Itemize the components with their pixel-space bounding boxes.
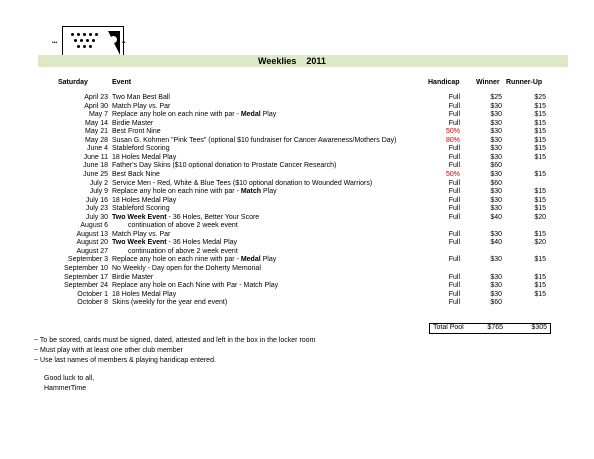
row-date: July 16 xyxy=(85,196,108,204)
signoff-line: Good luck to all, xyxy=(44,375,95,382)
row-event xyxy=(112,180,372,187)
event-text: Father's Day Skins ($10 optional donation to Prostate Cancer Research) xyxy=(112,162,337,170)
row-winner: $30 xyxy=(490,273,502,281)
row-winner: $40 xyxy=(490,239,502,247)
row-winner: $30 xyxy=(490,188,502,196)
row-handicap: Full xyxy=(448,179,460,187)
row-event xyxy=(112,205,170,212)
event-text: Replace any hole on Each Nine with Par - Match Play xyxy=(112,282,279,290)
note-line: ~ Use last names of members & playing handicap entered. xyxy=(34,357,216,364)
row-winner: $30 xyxy=(490,119,502,127)
row-date: June 18 xyxy=(83,162,108,170)
total-winner: $765 xyxy=(487,324,503,331)
row-runner-up: $15 xyxy=(534,136,546,144)
row-winner: $30 xyxy=(490,230,502,238)
row-winner: $30 xyxy=(490,153,502,161)
row-handicap: 80% xyxy=(445,136,460,144)
row-runner-up: $15 xyxy=(534,111,546,119)
event-text: Susan G. Kohmen "Pink Tees" (optional $10 fundraiser for Cancer Awareness/Mothers Day) xyxy=(112,136,397,144)
event-text: Play xyxy=(261,188,277,196)
row-winner: $40 xyxy=(490,213,502,221)
row-runner-up: $15 xyxy=(534,170,546,178)
event-text: Replace any hole on each nine with par - xyxy=(112,188,241,196)
event-text: No Weekly - Day open for the Doherty Memorial xyxy=(112,265,261,272)
row-date: August 27 xyxy=(76,247,108,255)
event-text: Birdie Master xyxy=(112,119,154,127)
header-date: Saturday xyxy=(58,79,88,86)
row-date: September 24 xyxy=(64,282,108,290)
event-emphasis: Two Week Event xyxy=(112,239,167,247)
row-event xyxy=(112,291,176,298)
row-date: July 23 xyxy=(85,205,108,213)
row-winner: $30 xyxy=(490,256,502,264)
event-text: Stableford Scoring xyxy=(112,205,170,213)
row-date: August 13 xyxy=(76,230,108,238)
row-event xyxy=(112,231,170,238)
row-winner: $30 xyxy=(490,170,502,178)
event-text: Match Play vs. Par xyxy=(112,102,171,110)
row-winner: $30 xyxy=(490,136,502,144)
note-line: ~ Must play with at least one other club member xyxy=(34,347,183,354)
logo-ornament-left: ••• xyxy=(52,40,58,46)
header-runner-up: Runner-Up xyxy=(506,79,543,86)
header-handicap: Handicap xyxy=(428,79,460,86)
row-handicap: Full xyxy=(448,119,460,127)
event-emphasis: Match xyxy=(240,188,262,196)
row-runner-up: $15 xyxy=(534,256,546,264)
logo-dots xyxy=(71,33,111,53)
row-winner: $30 xyxy=(490,196,502,204)
row-handicap: Full xyxy=(448,273,460,281)
row-date: June 25 xyxy=(83,170,108,178)
row-event xyxy=(112,162,336,169)
event-text: Birdie Master xyxy=(112,273,154,281)
row-handicap: Full xyxy=(448,162,460,170)
event-text: - 36 Holes Medal Play xyxy=(166,239,238,247)
row-event xyxy=(112,137,396,144)
row-winner: $30 xyxy=(490,102,502,110)
row-date: September 17 xyxy=(64,273,108,281)
header-winner: Winner xyxy=(476,79,500,86)
row-date: September 3 xyxy=(67,256,108,264)
event-text: Match Play vs. Par xyxy=(112,230,171,238)
row-runner-up: $15 xyxy=(534,230,546,238)
row-handicap: Full xyxy=(448,299,460,307)
row-winner: $25 xyxy=(490,94,502,101)
row-winner: $30 xyxy=(490,145,502,153)
row-winner: $30 xyxy=(490,111,502,119)
row-runner-up: $15 xyxy=(534,196,546,204)
row-runner-up: $15 xyxy=(534,145,546,153)
row-event xyxy=(112,222,238,229)
row-handicap: 50% xyxy=(445,128,460,136)
row-date: May 7 xyxy=(88,111,108,119)
row-event xyxy=(112,299,227,306)
row-date: April 23 xyxy=(84,94,108,101)
row-handicap: Full xyxy=(448,256,460,264)
row-handicap: Full xyxy=(448,290,460,298)
row-event xyxy=(112,265,261,272)
event-text: Two Man Best Ball xyxy=(112,94,170,101)
row-runner-up: $25 xyxy=(534,94,546,101)
row-date: June 4 xyxy=(86,145,108,153)
row-date: May 21 xyxy=(85,128,108,136)
event-emphasis: Two Week Event xyxy=(112,213,167,221)
event-text: continuation of above 2 week event xyxy=(128,247,238,255)
event-text: Play xyxy=(260,256,277,264)
row-winner: $30 xyxy=(490,128,502,136)
row-event xyxy=(112,103,170,110)
row-runner-up: $15 xyxy=(534,128,546,136)
row-date: July 9 xyxy=(89,188,108,196)
row-handicap: 50% xyxy=(445,170,460,178)
event-emphasis: Medal xyxy=(240,111,261,119)
row-event xyxy=(112,214,259,221)
row-event xyxy=(112,274,153,281)
logo-ornament-right: •• xyxy=(122,40,126,46)
row-handicap: Full xyxy=(448,153,460,161)
total-runner-up: $305 xyxy=(531,324,547,331)
row-runner-up: $20 xyxy=(534,239,546,247)
row-date: May 28 xyxy=(85,136,108,144)
note-line: ~ To be scored, cards must be signed, dated, attested and left in the box in the locker room xyxy=(34,337,316,344)
row-winner: $30 xyxy=(490,282,502,290)
row-date: October 8 xyxy=(77,299,108,307)
row-date: May 14 xyxy=(85,119,108,127)
row-date: September 10 xyxy=(64,265,108,272)
event-text: Stableford Scoring xyxy=(112,145,170,153)
event-text: - 36 Holes, Better Your Score xyxy=(166,213,260,221)
row-event xyxy=(112,154,176,161)
total-label: Total Pool xyxy=(433,324,464,331)
event-text: Service Men - Red, White & Blue Tees ($10 optional donation to Wounded Warriors) xyxy=(112,179,373,187)
row-date: August 6 xyxy=(80,222,108,230)
row-handicap: Full xyxy=(448,188,460,196)
logo-flag-icon xyxy=(108,31,120,55)
row-handicap: Full xyxy=(448,239,460,247)
row-handicap: Full xyxy=(448,230,460,238)
row-handicap: Full xyxy=(448,111,460,119)
row-event xyxy=(112,282,278,289)
row-event xyxy=(112,239,237,246)
row-event xyxy=(112,145,170,152)
row-runner-up: $20 xyxy=(534,213,546,221)
event-text: Replace any hole on each nine with par - xyxy=(112,256,241,264)
row-event xyxy=(112,111,276,118)
row-event xyxy=(112,120,153,127)
row-event xyxy=(112,128,161,135)
total-pool-box xyxy=(429,323,551,334)
row-event xyxy=(112,197,176,204)
event-emphasis: Medal xyxy=(240,256,261,264)
row-event xyxy=(112,248,238,255)
page-title xyxy=(258,56,326,66)
table-row xyxy=(0,299,594,308)
row-date: April 30 xyxy=(84,102,108,110)
event-text: Best Back Nine xyxy=(112,170,160,178)
row-handicap: Full xyxy=(448,94,460,101)
row-runner-up: $15 xyxy=(534,282,546,290)
event-text: 18 Holes Medal Play xyxy=(112,196,177,204)
event-text: continuation of above 2 week event xyxy=(128,222,238,230)
row-date: August 20 xyxy=(76,239,108,247)
row-date: July 30 xyxy=(85,213,108,221)
row-runner-up: $15 xyxy=(534,205,546,213)
row-winner: $60 xyxy=(490,179,502,187)
row-handicap: Full xyxy=(448,102,460,110)
title-text: Weeklies xyxy=(258,56,297,66)
event-text: Replace any hole on each nine with par - xyxy=(112,111,241,119)
title-year: 2011 xyxy=(306,56,326,66)
row-handicap: Full xyxy=(448,205,460,213)
row-date: June 11 xyxy=(83,153,108,161)
row-handicap: Full xyxy=(448,282,460,290)
row-handicap: Full xyxy=(448,213,460,221)
event-text: Best Front Nine xyxy=(112,128,161,136)
row-runner-up: $15 xyxy=(534,153,546,161)
row-runner-up: $15 xyxy=(534,119,546,127)
row-winner: $30 xyxy=(490,205,502,213)
header-event: Event xyxy=(112,79,132,86)
row-event xyxy=(112,171,160,178)
event-text: Play xyxy=(260,111,277,119)
event-text: 18 Holes Medal Play xyxy=(112,153,177,161)
row-handicap: Full xyxy=(448,145,460,153)
row-runner-up: $15 xyxy=(534,273,546,281)
event-text: 18 Holes Medal Play xyxy=(112,290,177,298)
event-text: Skins (weekly for the year end event) xyxy=(112,299,228,307)
row-handicap: Full xyxy=(448,196,460,204)
row-event xyxy=(112,94,170,101)
row-runner-up: $15 xyxy=(534,290,546,298)
row-runner-up: $15 xyxy=(534,188,546,196)
logo-ball-icon xyxy=(110,36,117,43)
row-winner: $30 xyxy=(490,290,502,298)
signoff-name: HammerTime xyxy=(44,385,87,392)
row-winner: $60 xyxy=(490,299,502,307)
row-date: October 1 xyxy=(77,290,108,298)
row-date: July 2 xyxy=(89,179,108,187)
row-runner-up: $15 xyxy=(534,102,546,110)
row-winner: $60 xyxy=(490,162,502,170)
row-event xyxy=(112,188,277,195)
row-event xyxy=(112,256,276,263)
